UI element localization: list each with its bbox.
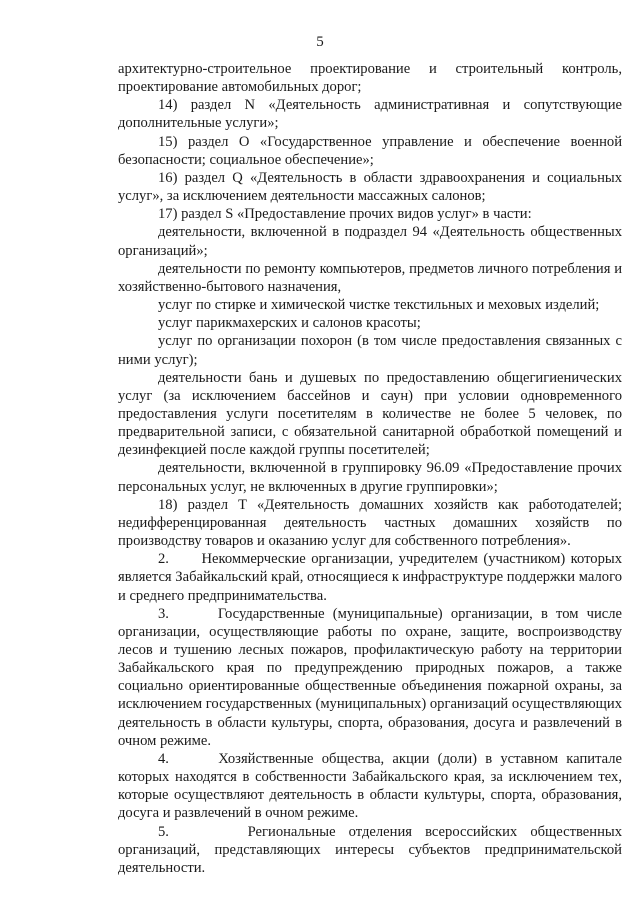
paragraph-p-17c: услуг по стирке и химической чистке текстильных и меховых изделий; — [158, 297, 600, 314]
paragraph-p-15: 15) раздел O «Государственное управление и обеспечение военной безопасности; социальное обеспечение»; — [118, 133, 622, 168]
paragraph-p-5: 5. Региональные отделения всероссийских общественных организаций, представляющих интересы субъектов предпринимательской деятельности. — [118, 823, 622, 876]
page-number: 5 — [316, 34, 324, 50]
paragraph-p-arch: архитектурно-строительное проектирование и строительный контроль, проектирование автомобильных дорог; — [118, 61, 622, 96]
paragraph-p-17d: услуг парикмахерских и салонов красоты; — [158, 315, 421, 332]
paragraph-p-3: 3. Государственные (муниципальные) организации, в том числе организации, осуществляющие работы по охране, защите, воспроизводству лесов и тушению лесных пожаров, профилактическую работу на территории Забайкальского края по предупреждению природных пожаров, а также социально ориентированные общественные объединения пожарной охраны, за исключением государственных (муниципальных) организаций осуществляющих деятельность в области культуры, спорта, образования, досуга и развлечений в очном режиме. — [118, 605, 622, 749]
paragraph-p-18: 18) раздел T «Деятельность домашних хозяйств как работодателей; недифференцированная деятельность частных домашних хозяйств по производству товаров и оказанию услуг для собственного потребления». — [118, 496, 622, 550]
paragraph-p-17g: деятельности, включенной в группировку 96.09 «Предоставление прочих персональных услуг, не включенных в другие группировки»; — [118, 460, 622, 495]
paragraph-p-17b: деятельности по ремонту компьютеров, предметов личного потребления и хозяйственно-бытового назначения, — [118, 260, 622, 295]
paragraph-p-14: 14) раздел N «Деятельность административная и сопутствующие дополнительные услуги»; — [118, 97, 622, 132]
paragraph-p-4: 4. Хозяйственные общества, акции (доли) в уставном капитале которых находятся в собственности Забайкальского края, за исключением тех, которые осуществляют деятельность в области культуры, спорта, образования, досуга и развлечений в очном режиме. — [118, 750, 622, 822]
paragraph-p-17a: деятельности, включенной в подраздел 94 «Деятельность общественных организаций»; — [118, 224, 622, 259]
paragraph-p-16: 16) раздел Q «Деятельность в области здравоохранения и социальных услуг», за исключением деятельности массажных салонов; — [118, 169, 622, 205]
paragraph-p-17: 17) раздел S «Предоставление прочих видов услуг» в части: — [158, 206, 532, 223]
paragraph-p-17e: услуг по организации похорон (в том числе предоставления связанных с ними услуг); — [118, 333, 622, 368]
paragraph-p-17f: деятельности бань и душевых по предоставлению общегигиенических услуг (за исключением бассейнов и саун) при условии одновременного предоставления услуги посетителям в количестве не более 5 человек, по предварительной записи, с обязательной санитарной обработкой помещений и дезинфекцией после каждой группы посетителей; — [118, 369, 622, 459]
paragraph-p-2: 2. Некоммерческие организации, учредителем (участником) которых является Забайкальский край, относящиеся к инфраструктуре поддержки малого и среднего предпринимательства. — [118, 551, 622, 604]
document-body — [118, 60, 622, 877]
